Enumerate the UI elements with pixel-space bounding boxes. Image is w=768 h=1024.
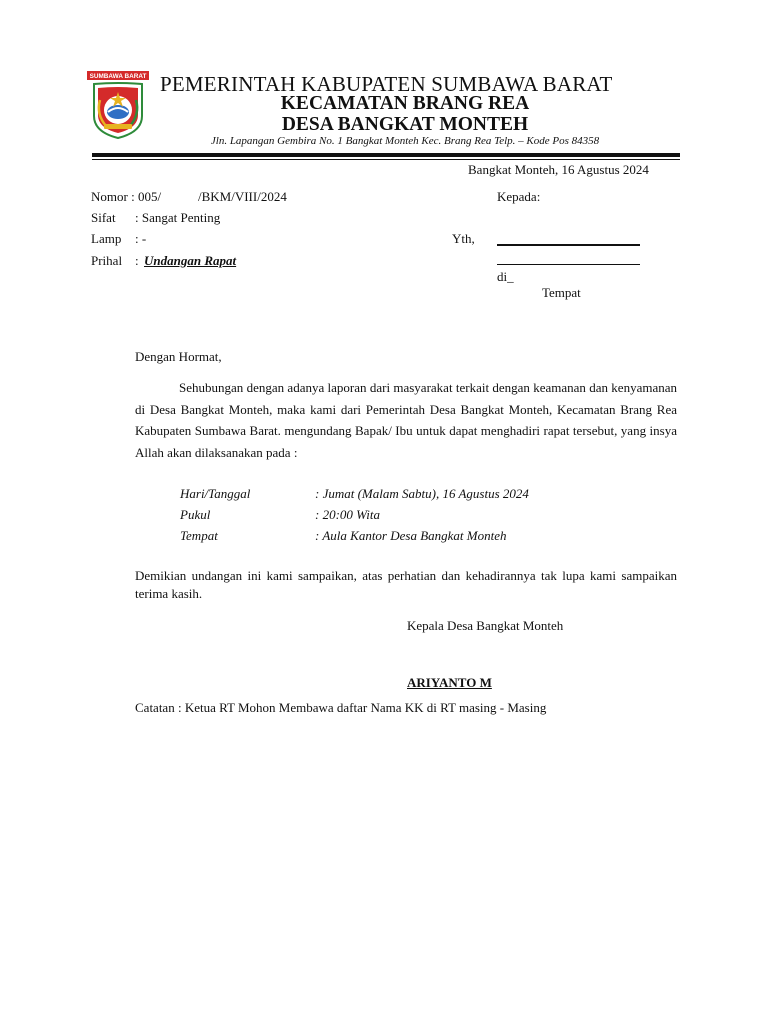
- lamp-value: : -: [135, 231, 147, 246]
- letterhead-line3: DESA BANGKAT MONTEH: [281, 114, 529, 135]
- sifat-label: Sifat: [91, 210, 116, 225]
- schedule-label-time: Pukul: [180, 507, 211, 522]
- kepada-label: Kepada:: [497, 189, 541, 204]
- signature-name: ARIYANTO M: [407, 675, 492, 690]
- schedule-label-day: Hari/Tanggal: [180, 486, 251, 501]
- date-place: Bangkat Monteh, 16 Agustus 2024: [468, 162, 649, 177]
- closing-paragraph: Demikian undangan ini kami sampaikan, atas perhatian dan kehadirannya tak lupa kami sampaikan terima kasih.: [135, 568, 677, 601]
- greeting: Dengan Hormat,: [135, 349, 222, 364]
- schedule-value-day: : Jumat (Malam Sabtu), 16 Agustus 2024: [315, 486, 529, 501]
- header-rule-thick: [92, 153, 680, 157]
- recipient-line-1: [497, 244, 640, 246]
- letterhead-line1: PEMERINTAH KABUPATEN SUMBAWA BARAT: [160, 72, 613, 96]
- schedule-value-time: : 20:00 Wita: [315, 507, 380, 522]
- yth-label: Yth,: [452, 231, 475, 246]
- sifat-value: : Sangat Penting: [135, 210, 221, 225]
- schedule-value-place: : Aula Kantor Desa Bangkat Monteh: [315, 528, 507, 543]
- nomor-value: /BKM/VIII/2024: [198, 189, 287, 204]
- logo-banner-text: SUMBAWA BARAT: [89, 73, 147, 81]
- letterhead-line2: KECAMATAN BRANG REA: [280, 93, 530, 114]
- body-paragraph: Sehubungan dengan adanya laporan dari masyarakat terkait dengan keamanan dan kenyamanan di Desa Bangkat Monteh, maka kami dari Pemerintah Desa Bangkat Monteh, Kecamatan Brang Rea Kabupaten Sumbawa Barat. mengundang Bapak/ Ibu untuk dapat menghadiri rapat tersebut, yang insya Allah akan dilaksanakan pada :: [135, 380, 677, 460]
- recipient-line-2: [497, 264, 640, 265]
- regency-logo: [86, 70, 150, 140]
- prihal-label: Prihal: [91, 253, 123, 268]
- prihal-value: Undangan Rapat: [144, 253, 237, 268]
- schedule-label-place: Tempat: [180, 528, 218, 543]
- prihal-colon: :: [135, 253, 139, 268]
- di-label: di_: [497, 269, 514, 284]
- note: Catatan : Ketua RT Mohon Membawa daftar Nama KK di RT masing - Masing: [135, 700, 547, 715]
- tempat-label: Tempat: [542, 285, 581, 300]
- header-rule-thin: [92, 159, 680, 160]
- letterhead-address: Jln. Lapangan Gembira No. 1 Bangkat Monteh Kec. Brang Rea Telp. – Kode Pos 84358: [210, 135, 600, 147]
- nomor-label: Nomor : 005/: [91, 189, 162, 204]
- lamp-label: Lamp: [91, 231, 122, 246]
- signature-title: Kepala Desa Bangkat Monteh: [407, 618, 564, 633]
